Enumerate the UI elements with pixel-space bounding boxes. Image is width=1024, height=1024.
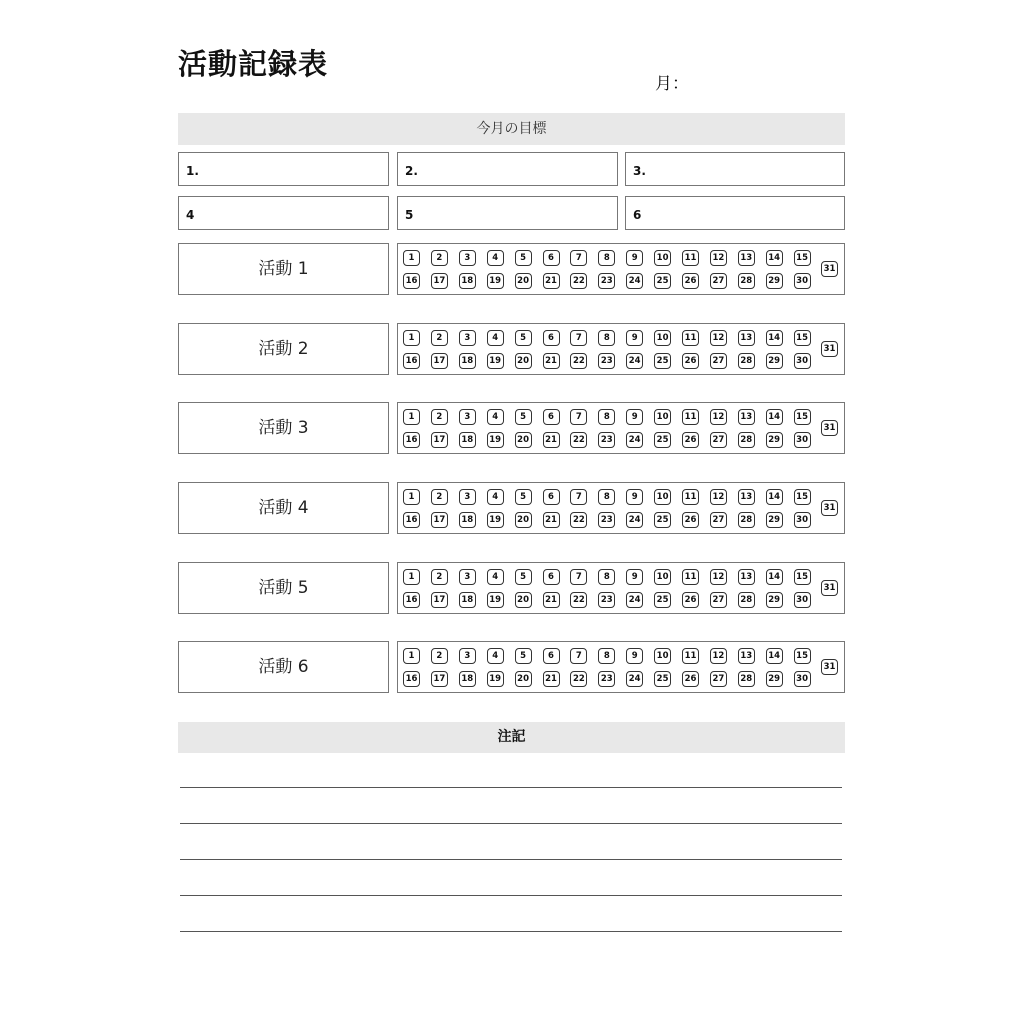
day-checkbox[interactable]: 3 [459, 330, 476, 346]
day-checkbox[interactable]: 26 [682, 592, 699, 608]
day-checkbox[interactable]: 26 [682, 353, 699, 369]
day-checkbox[interactable]: 8 [598, 330, 615, 346]
day-checkbox[interactable]: 24 [626, 432, 643, 448]
day-checkbox[interactable]: 8 [598, 250, 615, 266]
day-checkbox[interactable]: 15 [794, 569, 811, 585]
day-checkbox[interactable]: 14 [766, 409, 783, 425]
day-checkbox[interactable]: 17 [431, 273, 448, 289]
page-title: 活動記録表 [178, 47, 329, 81]
day-checkbox[interactable]: 9 [626, 409, 643, 425]
goal-field-1[interactable]: 1. [178, 152, 389, 186]
day-checkbox[interactable]: 16 [403, 353, 420, 369]
note-line[interactable] [180, 931, 842, 932]
day-checkbox[interactable]: 6 [543, 569, 560, 585]
day-checkbox[interactable]: 10 [654, 648, 671, 664]
day-grid-activity-1 [397, 243, 845, 295]
day-checkbox[interactable]: 24 [626, 512, 643, 528]
day-checkbox[interactable]: 25 [654, 432, 671, 448]
day-checkbox[interactable]: 13 [738, 409, 755, 425]
day-checkbox[interactable]: 26 [682, 671, 699, 687]
day-grid-activity-5 [397, 562, 845, 614]
day-checkbox[interactable]: 22 [570, 273, 587, 289]
day-checkbox[interactable]: 30 [794, 432, 811, 448]
day-checkbox[interactable]: 1 [403, 489, 420, 505]
day-checkbox[interactable]: 23 [598, 273, 615, 289]
day-grid-activity-6 [397, 641, 845, 693]
day-checkbox[interactable]: 12 [710, 569, 727, 585]
day-checkbox[interactable]: 18 [459, 512, 476, 528]
day-checkbox[interactable]: 26 [682, 432, 699, 448]
day-checkbox[interactable]: 27 [710, 592, 727, 608]
day-checkbox[interactable]: 28 [738, 353, 755, 369]
day-checkbox[interactable]: 14 [766, 489, 783, 505]
day-checkbox[interactable]: 9 [626, 569, 643, 585]
day-checkbox[interactable]: 4 [487, 409, 504, 425]
day-checkbox[interactable]: 30 [794, 671, 811, 687]
day-checkbox[interactable]: 2 [431, 648, 448, 664]
day-checkbox[interactable]: 20 [515, 592, 532, 608]
day-checkbox[interactable]: 6 [543, 409, 560, 425]
day-checkbox[interactable]: 18 [459, 432, 476, 448]
day-checkbox[interactable]: 25 [654, 592, 671, 608]
day-checkbox[interactable]: 1 [403, 648, 420, 664]
day-checkbox[interactable]: 25 [654, 671, 671, 687]
day-checkbox[interactable]: 17 [431, 592, 448, 608]
day-checkbox[interactable]: 1 [403, 330, 420, 346]
day-checkbox[interactable]: 4 [487, 569, 504, 585]
day-checkbox[interactable]: 14 [766, 330, 783, 346]
day-checkbox[interactable]: 18 [459, 273, 476, 289]
day-checkbox[interactable]: 21 [543, 512, 560, 528]
note-line[interactable] [180, 895, 842, 896]
goals-header: 今月の目標 [178, 113, 845, 145]
day-checkbox[interactable]: 31 [821, 420, 838, 436]
day-checkbox[interactable]: 4 [487, 489, 504, 505]
day-checkbox[interactable]: 21 [543, 432, 560, 448]
day-checkbox[interactable]: 7 [570, 330, 587, 346]
day-checkbox[interactable]: 17 [431, 432, 448, 448]
day-checkbox[interactable]: 12 [710, 250, 727, 266]
day-checkbox[interactable]: 4 [487, 250, 504, 266]
day-checkbox[interactable]: 18 [459, 353, 476, 369]
day-checkbox[interactable]: 15 [794, 489, 811, 505]
day-checkbox[interactable]: 22 [570, 512, 587, 528]
day-checkbox[interactable]: 30 [794, 592, 811, 608]
day-checkbox[interactable]: 3 [459, 648, 476, 664]
day-checkbox[interactable]: 22 [570, 671, 587, 687]
day-checkbox[interactable]: 11 [682, 250, 699, 266]
day-checkbox[interactable]: 9 [626, 648, 643, 664]
note-line[interactable] [180, 787, 842, 788]
day-checkbox[interactable]: 12 [710, 489, 727, 505]
day-grid-activity-3 [397, 402, 845, 454]
day-checkbox[interactable]: 31 [821, 500, 838, 516]
day-checkbox[interactable]: 28 [738, 671, 755, 687]
day-checkbox[interactable]: 13 [738, 569, 755, 585]
day-checkbox[interactable]: 22 [570, 592, 587, 608]
day-checkbox[interactable]: 6 [543, 489, 560, 505]
day-checkbox[interactable]: 2 [431, 250, 448, 266]
day-checkbox[interactable]: 3 [459, 569, 476, 585]
day-checkbox[interactable]: 8 [598, 489, 615, 505]
day-checkbox[interactable]: 3 [459, 250, 476, 266]
activity-label-5: 活動 5 [178, 562, 389, 614]
day-checkbox[interactable]: 23 [598, 592, 615, 608]
day-checkbox[interactable]: 29 [766, 273, 783, 289]
day-checkbox[interactable]: 23 [598, 671, 615, 687]
day-checkbox[interactable]: 25 [654, 353, 671, 369]
day-checkbox[interactable]: 17 [431, 353, 448, 369]
day-checkbox[interactable]: 27 [710, 353, 727, 369]
day-checkbox[interactable]: 27 [710, 512, 727, 528]
day-checkbox[interactable]: 22 [570, 432, 587, 448]
day-checkbox[interactable]: 27 [710, 273, 727, 289]
goal-field-4[interactable]: 4 [178, 196, 389, 230]
day-checkbox[interactable]: 7 [570, 489, 587, 505]
day-checkbox[interactable]: 15 [794, 648, 811, 664]
day-checkbox[interactable]: 15 [794, 250, 811, 266]
goal-field-3[interactable]: 3. [625, 152, 845, 186]
day-checkbox[interactable]: 11 [682, 648, 699, 664]
day-checkbox[interactable]: 10 [654, 250, 671, 266]
day-checkbox[interactable]: 13 [738, 330, 755, 346]
day-checkbox[interactable]: 23 [598, 432, 615, 448]
day-checkbox[interactable]: 4 [487, 330, 504, 346]
day-checkbox[interactable]: 29 [766, 671, 783, 687]
day-checkbox[interactable]: 30 [794, 512, 811, 528]
day-checkbox[interactable]: 23 [598, 353, 615, 369]
day-checkbox[interactable]: 19 [487, 671, 504, 687]
day-checkbox[interactable]: 16 [403, 273, 420, 289]
day-checkbox[interactable]: 25 [654, 512, 671, 528]
day-checkbox[interactable]: 6 [543, 330, 560, 346]
notes-header: 注記 [178, 722, 845, 753]
day-checkbox[interactable]: 16 [403, 432, 420, 448]
day-checkbox[interactable]: 20 [515, 273, 532, 289]
day-checkbox[interactable]: 26 [682, 273, 699, 289]
day-checkbox[interactable]: 1 [403, 409, 420, 425]
activity-label-2: 活動 2 [178, 323, 389, 375]
day-checkbox[interactable]: 29 [766, 512, 783, 528]
day-checkbox[interactable]: 19 [487, 592, 504, 608]
day-checkbox[interactable]: 13 [738, 250, 755, 266]
day-checkbox[interactable]: 5 [515, 409, 532, 425]
goal-field-2[interactable]: 2. [397, 152, 618, 186]
note-line[interactable] [180, 859, 842, 860]
day-checkbox[interactable]: 30 [794, 273, 811, 289]
day-checkbox[interactable]: 10 [654, 409, 671, 425]
day-checkbox[interactable]: 31 [821, 341, 838, 357]
day-checkbox[interactable]: 31 [821, 659, 838, 675]
goal-field-6[interactable]: 6 [625, 196, 845, 230]
day-checkbox[interactable]: 16 [403, 512, 420, 528]
day-checkbox[interactable]: 16 [403, 592, 420, 608]
day-checkbox[interactable]: 31 [821, 580, 838, 596]
goal-field-5[interactable]: 5 [397, 196, 618, 230]
day-grid-activity-4 [397, 482, 845, 534]
day-checkbox[interactable]: 6 [543, 648, 560, 664]
day-checkbox[interactable]: 7 [570, 250, 587, 266]
day-checkbox[interactable]: 17 [431, 671, 448, 687]
day-checkbox[interactable]: 13 [738, 648, 755, 664]
day-checkbox[interactable]: 19 [487, 353, 504, 369]
day-checkbox[interactable]: 2 [431, 569, 448, 585]
day-checkbox[interactable]: 4 [487, 648, 504, 664]
day-checkbox[interactable]: 29 [766, 353, 783, 369]
day-checkbox[interactable]: 24 [626, 671, 643, 687]
activity-label-1: 活動 1 [178, 243, 389, 295]
day-checkbox[interactable]: 1 [403, 250, 420, 266]
day-checkbox[interactable]: 28 [738, 432, 755, 448]
day-checkbox[interactable]: 30 [794, 353, 811, 369]
day-checkbox[interactable]: 24 [626, 273, 643, 289]
day-checkbox[interactable]: 5 [515, 250, 532, 266]
day-checkbox[interactable]: 28 [738, 592, 755, 608]
day-checkbox[interactable]: 21 [543, 273, 560, 289]
day-checkbox[interactable]: 8 [598, 648, 615, 664]
day-checkbox[interactable]: 20 [515, 432, 532, 448]
day-checkbox[interactable]: 24 [626, 592, 643, 608]
month-label: 月： [655, 74, 689, 94]
day-checkbox[interactable]: 19 [487, 512, 504, 528]
day-checkbox[interactable]: 18 [459, 592, 476, 608]
day-checkbox[interactable]: 7 [570, 569, 587, 585]
day-checkbox[interactable]: 13 [738, 489, 755, 505]
day-checkbox[interactable]: 15 [794, 330, 811, 346]
day-checkbox[interactable]: 21 [543, 353, 560, 369]
day-checkbox[interactable]: 14 [766, 648, 783, 664]
day-checkbox[interactable]: 11 [682, 330, 699, 346]
day-checkbox[interactable]: 23 [598, 512, 615, 528]
day-checkbox[interactable]: 11 [682, 489, 699, 505]
day-checkbox[interactable]: 15 [794, 409, 811, 425]
day-checkbox[interactable]: 5 [515, 648, 532, 664]
day-checkbox[interactable]: 20 [515, 671, 532, 687]
day-checkbox[interactable]: 28 [738, 273, 755, 289]
day-checkbox[interactable]: 29 [766, 592, 783, 608]
day-checkbox[interactable]: 8 [598, 409, 615, 425]
day-checkbox[interactable]: 12 [710, 648, 727, 664]
day-checkbox[interactable]: 3 [459, 489, 476, 505]
day-checkbox[interactable]: 19 [487, 273, 504, 289]
day-checkbox[interactable]: 26 [682, 512, 699, 528]
day-checkbox[interactable]: 16 [403, 671, 420, 687]
activity-label-3: 活動 3 [178, 402, 389, 454]
day-checkbox[interactable]: 5 [515, 569, 532, 585]
day-checkbox[interactable]: 17 [431, 512, 448, 528]
day-checkbox[interactable]: 2 [431, 489, 448, 505]
day-checkbox[interactable]: 3 [459, 409, 476, 425]
day-checkbox[interactable]: 27 [710, 671, 727, 687]
day-checkbox[interactable]: 29 [766, 432, 783, 448]
day-checkbox[interactable]: 18 [459, 671, 476, 687]
day-checkbox[interactable]: 24 [626, 353, 643, 369]
day-checkbox[interactable]: 9 [626, 250, 643, 266]
day-checkbox[interactable]: 12 [710, 330, 727, 346]
day-checkbox[interactable]: 22 [570, 353, 587, 369]
activity-label-4: 活動 4 [178, 482, 389, 534]
day-checkbox[interactable]: 5 [515, 489, 532, 505]
day-checkbox[interactable]: 7 [570, 648, 587, 664]
day-checkbox[interactable]: 19 [487, 432, 504, 448]
day-checkbox[interactable]: 1 [403, 569, 420, 585]
day-checkbox[interactable]: 14 [766, 250, 783, 266]
day-checkbox[interactable]: 21 [543, 592, 560, 608]
day-checkbox[interactable]: 20 [515, 512, 532, 528]
day-checkbox[interactable]: 10 [654, 330, 671, 346]
day-checkbox[interactable]: 9 [626, 489, 643, 505]
day-checkbox[interactable]: 7 [570, 409, 587, 425]
activity-label-6: 活動 6 [178, 641, 389, 693]
day-checkbox[interactable]: 12 [710, 409, 727, 425]
day-checkbox[interactable]: 8 [598, 569, 615, 585]
day-checkbox[interactable]: 10 [654, 569, 671, 585]
day-checkbox[interactable]: 11 [682, 409, 699, 425]
day-checkbox[interactable]: 5 [515, 330, 532, 346]
day-checkbox[interactable]: 9 [626, 330, 643, 346]
day-grid-activity-2 [397, 323, 845, 375]
note-line[interactable] [180, 823, 842, 824]
day-checkbox[interactable]: 20 [515, 353, 532, 369]
day-checkbox[interactable]: 2 [431, 409, 448, 425]
day-checkbox[interactable]: 11 [682, 569, 699, 585]
day-checkbox[interactable]: 28 [738, 512, 755, 528]
day-checkbox[interactable]: 25 [654, 273, 671, 289]
day-checkbox[interactable]: 27 [710, 432, 727, 448]
day-checkbox[interactable]: 21 [543, 671, 560, 687]
day-checkbox[interactable]: 14 [766, 569, 783, 585]
day-checkbox[interactable]: 10 [654, 489, 671, 505]
day-checkbox[interactable]: 31 [821, 261, 838, 277]
day-checkbox[interactable]: 2 [431, 330, 448, 346]
day-checkbox[interactable]: 6 [543, 250, 560, 266]
